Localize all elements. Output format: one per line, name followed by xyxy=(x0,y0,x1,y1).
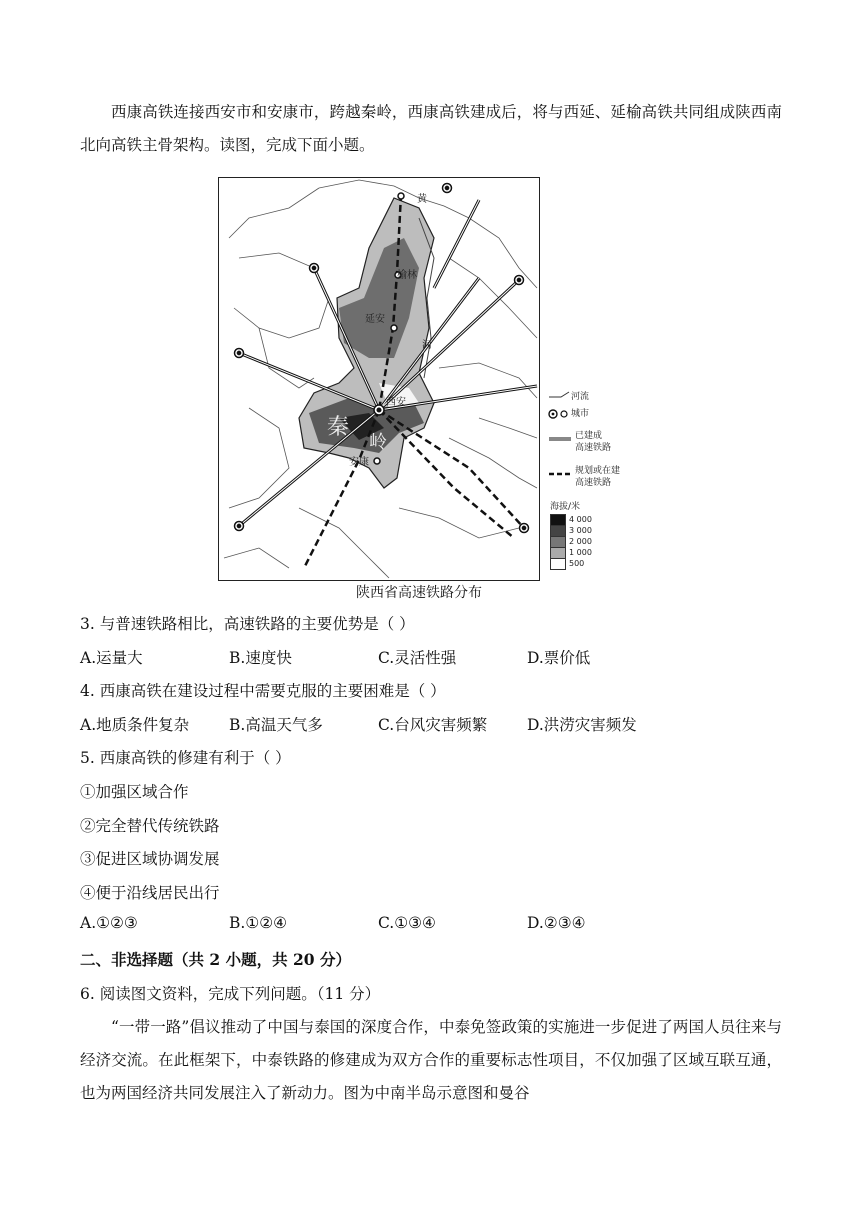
q5-option-b: B.①②④ xyxy=(229,914,288,932)
map-figure xyxy=(218,177,540,581)
elevation-label: 4 000 xyxy=(569,515,592,524)
label-ling: 岭 xyxy=(369,432,387,453)
q3-option-b: B.速度快 xyxy=(229,649,292,667)
q5-item-4: ④便于沿线居民出行 xyxy=(80,884,220,902)
elevation-level-4 xyxy=(550,558,584,569)
q4-option-b: B.高温天气多 xyxy=(229,716,323,734)
shaanxi-railway-map xyxy=(219,178,538,579)
q4-option-d: D.洪涝灾害频发 xyxy=(527,716,637,734)
elevation-label: 1 000 xyxy=(569,548,592,557)
elevation-label: 2 000 xyxy=(569,537,592,546)
q6-text: “一带一路”倡议推动了中国与泰国的深度合作，中泰免签政策的实施进一步促进了两国人员往来与经济交流。在此框架下，中泰铁路的修建成为双方合作的重要标志性项目，不仅加强了区域互联互通，也为两国经济共同发展注入了新动力。图为中南半岛示意图和曼谷 xyxy=(80,1018,782,1102)
elevation-label: 3 000 xyxy=(569,526,592,535)
label-xian: 西安 xyxy=(386,397,406,408)
label-ankang: 安康 xyxy=(349,457,369,468)
elevation-level-1 xyxy=(550,525,592,536)
q5-item-2: ②完全替代传统铁路 xyxy=(80,817,220,835)
elevation-level-3 xyxy=(550,547,592,558)
intro-paragraph: 西康高铁连接西安市和安康市，跨越秦岭，西康高铁建成后，将与西延、延榆高铁共同组成陕西南北向高铁主骨架构。读图，完成下面小题。 xyxy=(80,103,782,154)
q4-stem: 4. 西康高铁在建设过程中需要克服的主要困难是（ ） xyxy=(80,682,446,700)
q5-option-c: C.①③④ xyxy=(378,914,436,932)
legend-planned-line2: 高速铁路 xyxy=(575,478,612,488)
label-yulin: 榆林 xyxy=(397,270,417,281)
q5-stem: 5. 西康高铁的修建有利于（ ） xyxy=(80,749,291,767)
legend-built-line2: 高速铁路 xyxy=(575,443,612,453)
label-he: 河 xyxy=(422,340,432,351)
elevation-level-2 xyxy=(550,536,592,547)
elevation-label: 500 xyxy=(569,559,585,568)
q4-option-a: A.地质条件复杂 xyxy=(80,716,190,734)
label-huang: 黄 xyxy=(417,194,427,205)
q3-option-d: D.票价低 xyxy=(527,649,591,667)
legend-city: 城市 xyxy=(571,409,590,419)
legend-river: 河流 xyxy=(571,392,590,402)
q3-option-a: A.运量大 xyxy=(80,649,143,667)
legend-symbols xyxy=(547,389,577,489)
legend-planned-line1: 规划或在建 xyxy=(575,466,621,476)
q6-stem: 6. 阅读图文资料，完成下列问题。（11 分） xyxy=(80,985,381,1003)
legend-built-line1: 已建成 xyxy=(575,431,603,441)
section-heading: 二、非选择题（共 2 小题，共 20 分） xyxy=(80,950,351,969)
elevation-swatch xyxy=(550,558,566,570)
q3-stem: 3. 与普速铁路相比，高速铁路的主要优势是（ ） xyxy=(80,615,415,633)
elevation-level-0 xyxy=(550,514,592,525)
q4-option-c: C.台风灾害频繁 xyxy=(378,716,488,734)
q5-option-d: D.②③④ xyxy=(527,914,586,932)
label-qin: 秦 xyxy=(327,415,350,440)
q5-item-1: ①加强区域合作 xyxy=(80,783,189,801)
label-yanan: 延安 xyxy=(365,314,385,325)
q5-option-a: A.①②③ xyxy=(80,914,138,932)
map-caption: 陕西省高速铁路分布 xyxy=(356,585,482,601)
legend-elevation-title: 海拔/米 xyxy=(550,502,581,512)
q3-option-c: C.灵活性强 xyxy=(378,649,457,667)
q5-item-3: ③促进区域协调发展 xyxy=(80,850,220,868)
